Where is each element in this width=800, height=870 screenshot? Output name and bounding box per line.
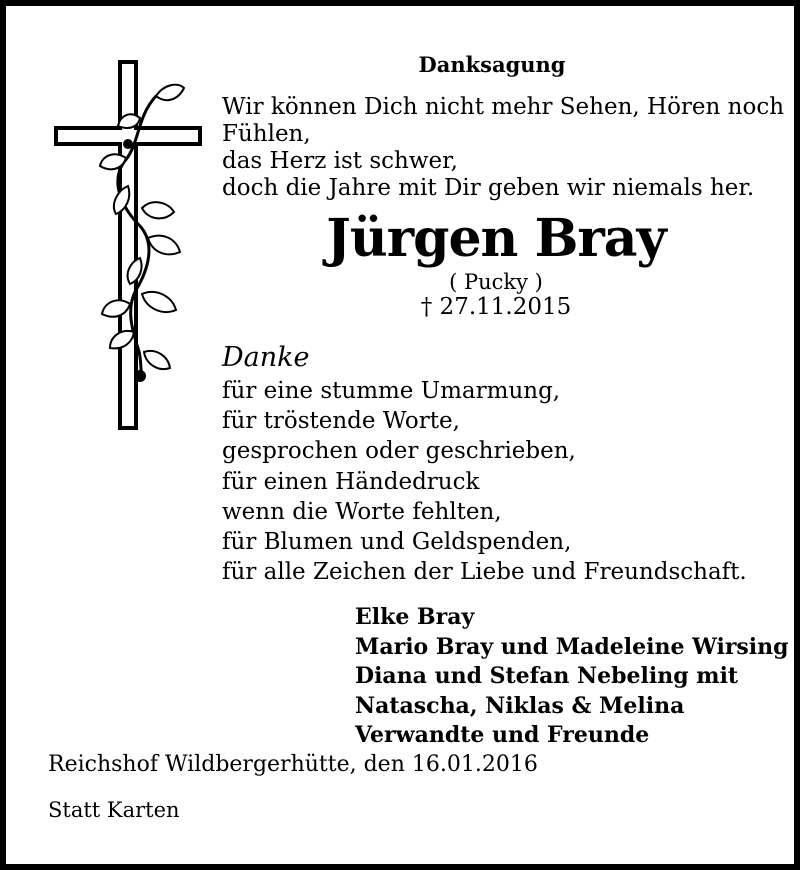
signer: Elke Bray xyxy=(355,604,475,630)
thanks-line: für Blumen und Geldspenden, xyxy=(222,529,572,556)
poem-line: Fühlen, xyxy=(222,121,311,147)
thanks-line: für einen Händedruck xyxy=(222,468,480,495)
thanks-line: für eine stumme Umarmung, xyxy=(222,378,561,404)
poem-line: Wir können Dich nicht mehr Sehen, Hören noch xyxy=(222,94,785,120)
signer: Diana und Stefan Nebeling mit xyxy=(355,663,739,690)
statt-karten-note: Statt Karten xyxy=(48,798,180,822)
death-date: † 27.11.2015 xyxy=(420,294,572,320)
poem xyxy=(222,94,784,202)
poem-line: doch die Jahre mit Dir geben wir niemals her. xyxy=(222,175,755,201)
place-and-date: Reichshof Wildbergerhütte, den 16.01.2016 xyxy=(48,752,538,777)
signer: Natascha, Niklas & Melina xyxy=(355,692,685,719)
signer: Verwandte und Freunde xyxy=(355,722,650,749)
signer: Mario Bray und Madeleine Wirsing xyxy=(355,633,789,660)
thanks-line: wenn die Worte fehlten, xyxy=(222,498,502,525)
deceased-nickname: ( Pucky ) xyxy=(449,270,543,294)
deceased-name: Jürgen Bray xyxy=(326,208,666,269)
heading-danksagung: Danksagung xyxy=(418,52,566,77)
danke-title: Danke xyxy=(222,342,310,373)
thanks-line: für alle Zeichen der Liebe und Freundschaft. xyxy=(222,559,747,586)
signers-list xyxy=(355,603,789,751)
poem-line: das Herz ist schwer, xyxy=(222,148,458,174)
thanks-line: für tröstende Worte, xyxy=(222,408,460,435)
thanks-list xyxy=(222,376,747,587)
thanks-line: gesprochen oder geschrieben, xyxy=(222,438,576,465)
